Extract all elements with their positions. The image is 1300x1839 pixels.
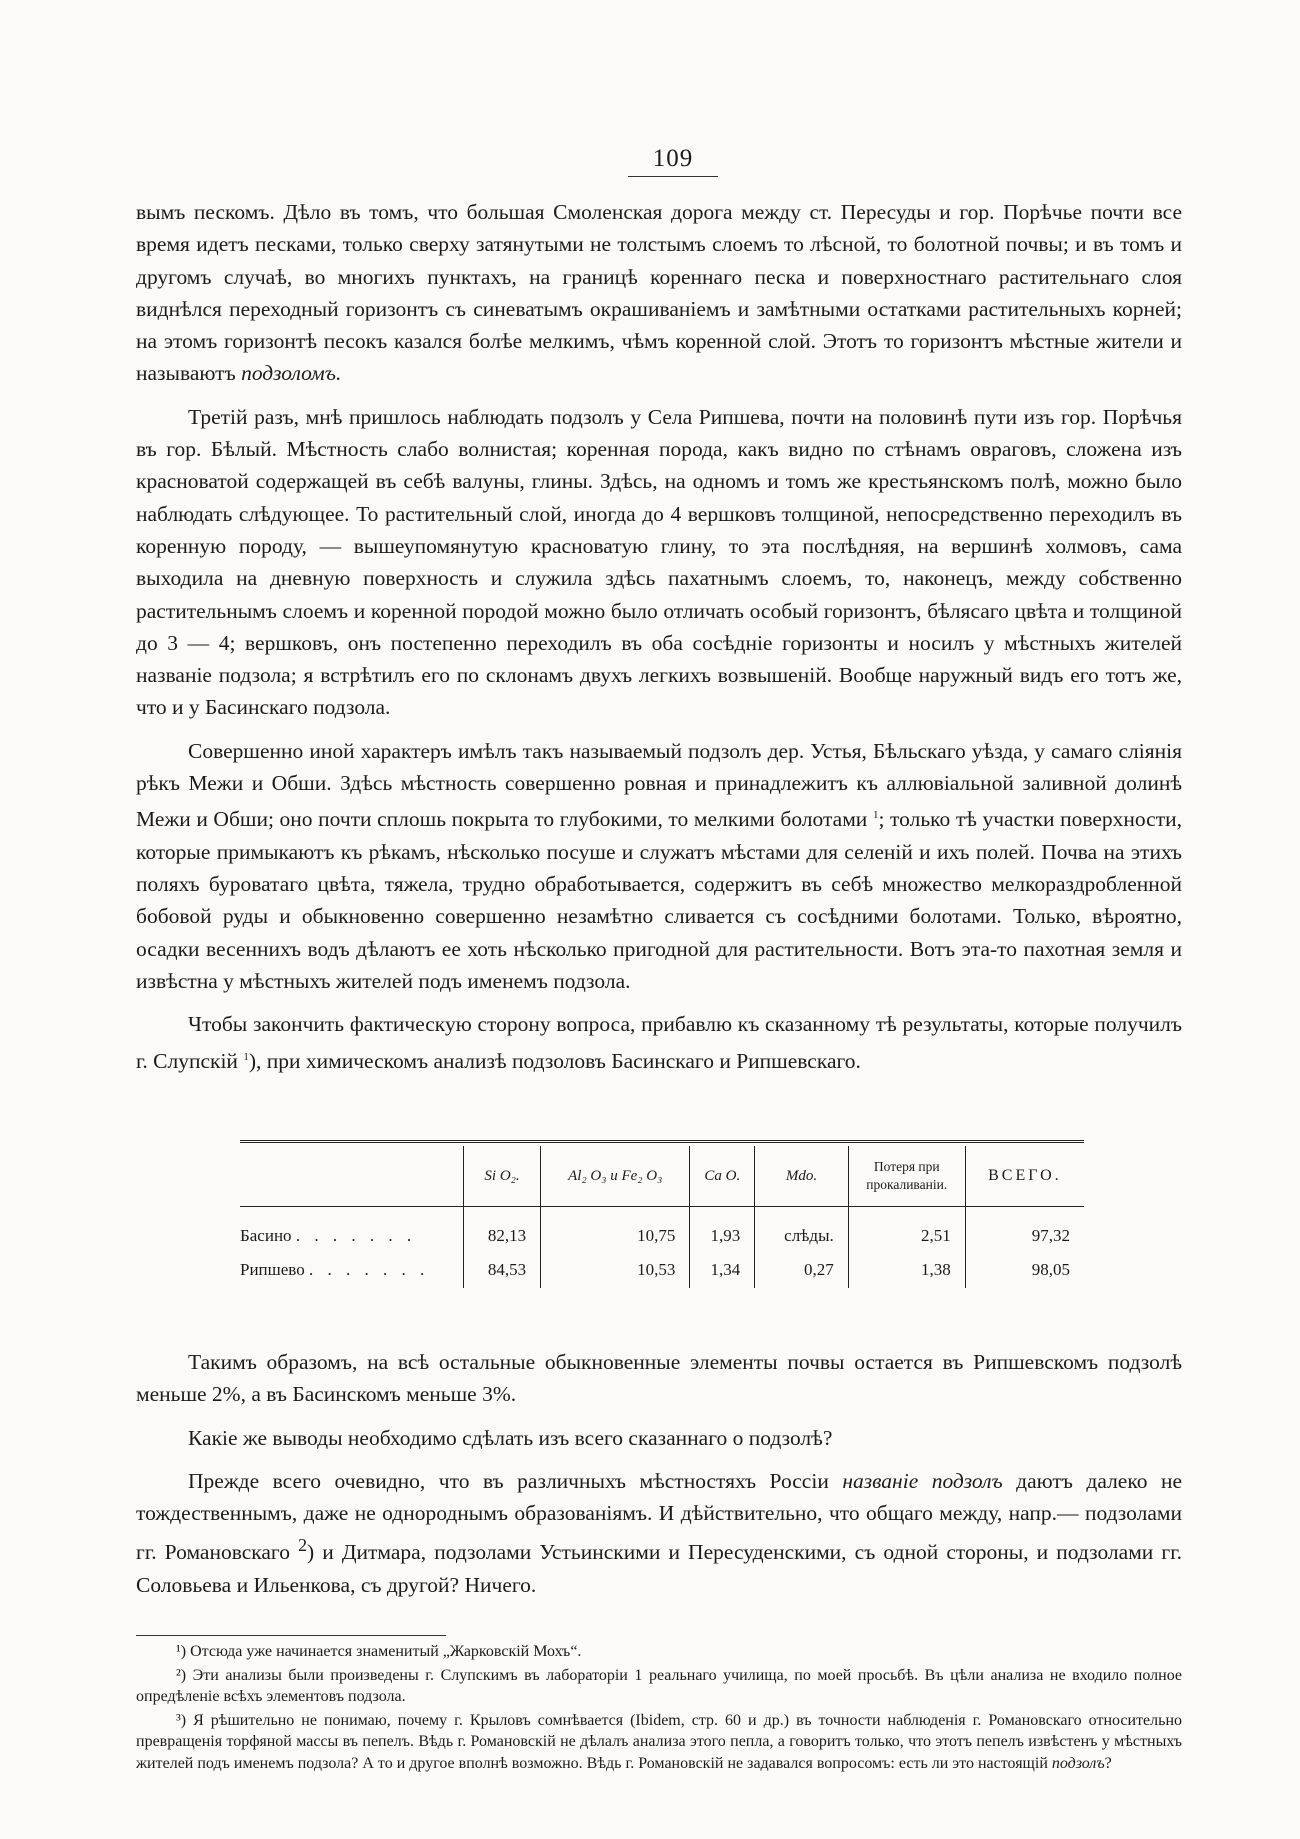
paragraph-text: вымъ пескомъ. Дѣло въ томъ, что большая Смоленская дорога между ст. Пересуды и гор. Порѣчье почти все время идетъ песками, только сверху затянутыми не толстымъ слоемъ то лѣсной, то болотной почвы; и въ томъ и другомъ случаѣ, во многихъ пунктахъ, на границѣ кореннаго песка и поверхностнаго растительнаго слоя виднѣлся переходный горизонтъ съ синеватымъ окрашиваніемъ и замѣтными остатками растительныхъ корней; на этомъ горизонтѣ песокъ казался болѣе мелкимъ, чѣмъ коренной слой. Этотъ то горизонтъ мѣстные жители и называютъ bbox=[136, 200, 1182, 386]
table-header-row bbox=[240, 1146, 1084, 1207]
table-row bbox=[240, 1207, 1084, 1252]
row-label-text: Рипшево bbox=[240, 1259, 305, 1279]
col-header-mdo: Mdo. bbox=[755, 1146, 848, 1207]
footnote-text: Я рѣшительно не понимаю, почему г. Крыловъ сомнѣвается (Ibidem, стр. 60 и др.) въ точности наблюденія г. Романовскаго относительно превращенія торфяной массы въ пепелъ. Вѣдь г. Романовскій не дѣлалъ анализа этого пепла, а говоритъ только, что этотъ пепелъ извѣстенъ у мѣстныхъ жителей подъ именемъ подзола? А то и другое вполнѣ возможно. Вѣдь г. Романовскій не задавался вопросомъ: есть ли это настоящій bbox=[136, 1711, 1183, 1772]
table-cell: 84,53 bbox=[464, 1251, 541, 1288]
paragraph-text: ), при химическомъ анализѣ подзоловъ Басинскаго и Рипшевскаго. bbox=[248, 1048, 861, 1073]
table-cell: 0,27 bbox=[755, 1251, 848, 1288]
table-cell: 98,05 bbox=[965, 1251, 1084, 1288]
col-header-loss: Потеря при прокаливаніи. bbox=[848, 1146, 965, 1207]
table-cell: 1,93 bbox=[690, 1207, 755, 1252]
paragraph bbox=[136, 1008, 1182, 1077]
paragraph bbox=[136, 196, 1182, 390]
footnote bbox=[136, 1641, 1182, 1663]
table-top-rule bbox=[240, 1140, 1084, 1143]
paragraph-text: Совершенно иной характеръ имѣлъ такъ называемый подзолъ дер. Устья, Бѣльскаго уѣзда, у самаго слiянія рѣкъ Межи и Обши. Здѣсь мѣстность совершенно ровная и принадлежитъ къ аллювіальной заливной долинѣ Межи и Обши; оно почти сплошь покрыта то глубокими, то мелкими болотами bbox=[136, 738, 1182, 832]
body-text-bottom bbox=[136, 1346, 1182, 1612]
footnote-number: ¹) bbox=[176, 1643, 187, 1660]
paragraph-text: даютъ далеко не тождественнымъ, даже не однороднымъ образованіямъ. И дѣйствительно, что общаго между, напр.— подзолами гг. Романовскаго bbox=[136, 1468, 1182, 1565]
page-number: 109 bbox=[652, 145, 694, 172]
col-header-sio2: Si O₂. bbox=[464, 1146, 541, 1207]
paragraph: Третій разъ, мнѣ пришлось наблюдать подзолъ у Села Рипшева, почти на половинѣ пути изъ гор. Порѣчья въ гор. Бѣлый. Мѣстность слабо волнистая; коренная порода, какъ видно по стѣнамъ овраговъ, сложена изъ красноватой содержащей въ себѣ валуны, глины. Здѣсь, на одномъ и томъ же крестьянскомъ полѣ, можно было наблюдать слѣдующее. То растительный слой, иногда до 4 вершковъ толщиной, непосредственно переходилъ въ коренную породу, — вышеупомянутую красноватую глину, то эта послѣдняя, на вершинѣ холмовъ, сама выходила на дневную поверхность и служила здѣсь пахатнымъ слоемъ, то, наконецъ, между собственно растительнымъ слоемъ и коренной породой можно было отличать особый горизонтъ, бѣлясаго цвѣта и толщиной до 3 — 4; вершковъ, онъ постепенно переходилъ въ оба сосѣдніе горизонты и носилъ у мѣстныхъ жителей названіе подзола; я встрѣтилъ его по склонамъ двухъ легкихъ возвышеній. Вообще наружный видъ его тотъ же, что и у Басинскаго подзола. bbox=[136, 404, 1182, 720]
italic-term: подзолъ bbox=[1051, 1754, 1105, 1772]
table-corner bbox=[240, 1146, 464, 1207]
row-label-text: Басино bbox=[240, 1226, 292, 1245]
italic-term: подзоломъ. bbox=[241, 361, 342, 386]
table-cell: слѣды. bbox=[755, 1207, 848, 1252]
footnote-mark: 1 bbox=[872, 809, 879, 822]
footnote-text: ? bbox=[1104, 1754, 1112, 1772]
footnote-number: ³) bbox=[176, 1711, 187, 1729]
table-cell: 82,13 bbox=[464, 1207, 541, 1252]
table-cell: 2,51 bbox=[848, 1207, 965, 1252]
table-cell: 1,34 bbox=[690, 1251, 755, 1288]
leader-dots: . . . . . . . bbox=[308, 1259, 430, 1279]
footnote bbox=[136, 1665, 1182, 1708]
footnotes bbox=[136, 1641, 1182, 1776]
paragraph bbox=[136, 735, 1182, 998]
footnote-rule bbox=[136, 1635, 446, 1636]
page-number-rule bbox=[628, 176, 718, 177]
paragraph-text: Прежде всего очевидно, что въ различныхъ мѣстностяхъ Россіи bbox=[188, 1468, 829, 1493]
table-cell: 1,38 bbox=[848, 1251, 965, 1288]
footnote-text: Эти анализы были произведены г. Слупскимъ въ лабораторіи 1 реальнаго училища, по моей просьбѣ. Въ цѣли анализа не входило полное опредѣленіе всѣхъ элементовъ подзола. bbox=[136, 1666, 1183, 1705]
paragraph bbox=[136, 1465, 1182, 1601]
paragraph: Какіе же выводы необходимо сдѣлать изъ всего сказаннаго о подзолѣ? bbox=[188, 1425, 833, 1450]
col-header-al2o3-fe2o3: Al₂ O₃ и Fe₂ O₃ bbox=[541, 1146, 690, 1207]
paragraph-text: ; только тѣ участки поверхности, которые примыкаютъ къ рѣкамъ, нѣсколько посуше и служатъ мѣстами для селеній и ихъ полей. Почва на этихъ поляхъ буроватаго цвѣта, тяжела, трудно обработывается, содержитъ въ себѣ множество мелкораздробленной бобовой руды и обыкновенно совершенно незамѣтно сливается съ сосѣдними болотами. Только, вѣроятно, осадки весеннихъ водъ дѣлаютъ ее хоть нѣсколько пригодной для растительности. Вотъ эта-то пахотная земля и извѣстна у мѣстныхъ жителей подъ именемъ подзола. bbox=[136, 807, 1183, 993]
paragraph: Такимъ образомъ, на всѣ остальные обыкновенные элементы почвы остается въ Рипшевскомъ подзолѣ меньше 2%, а въ Басинскомъ меньше 3%. bbox=[136, 1350, 1182, 1407]
paragraph-text: Чтобы закончить фактическую сторону вопроса, прибавлю къ сказанному тѣ результаты, которые получилъ г. Слупскій bbox=[136, 1012, 1182, 1073]
table-cell: 10,53 bbox=[541, 1251, 690, 1288]
row-label bbox=[240, 1207, 464, 1252]
col-header-cao: Ca O. bbox=[690, 1146, 755, 1207]
row-label bbox=[240, 1251, 464, 1288]
footnote-number: ²) bbox=[176, 1666, 187, 1684]
footnote bbox=[136, 1710, 1182, 1775]
footnote-mark: 1 bbox=[243, 1050, 249, 1063]
table-row bbox=[240, 1251, 1084, 1288]
body-text-top bbox=[136, 196, 1182, 1088]
leader-dots: . . . . . . . bbox=[295, 1226, 417, 1245]
footnote-text: Отсюда уже начинается знаменитый „Жарковскій Мохъ“. bbox=[190, 1643, 582, 1660]
table-cell: 10,75 bbox=[541, 1207, 690, 1252]
table-cell: 97,32 bbox=[965, 1207, 1084, 1252]
col-header-total: ВСЕГО. bbox=[965, 1146, 1084, 1207]
footnote-mark: 2 bbox=[298, 1535, 308, 1556]
italic-term: названіе подзолъ bbox=[842, 1468, 1003, 1493]
analysis-table bbox=[240, 1146, 1084, 1288]
paragraph-text: ) и Дитмара, подзолами Устьинскими и Пересуденскими, съ одной стороны, и подзолами гг. Соловьева и Ильенкова, съ другой? Ничего. bbox=[136, 1540, 1182, 1597]
